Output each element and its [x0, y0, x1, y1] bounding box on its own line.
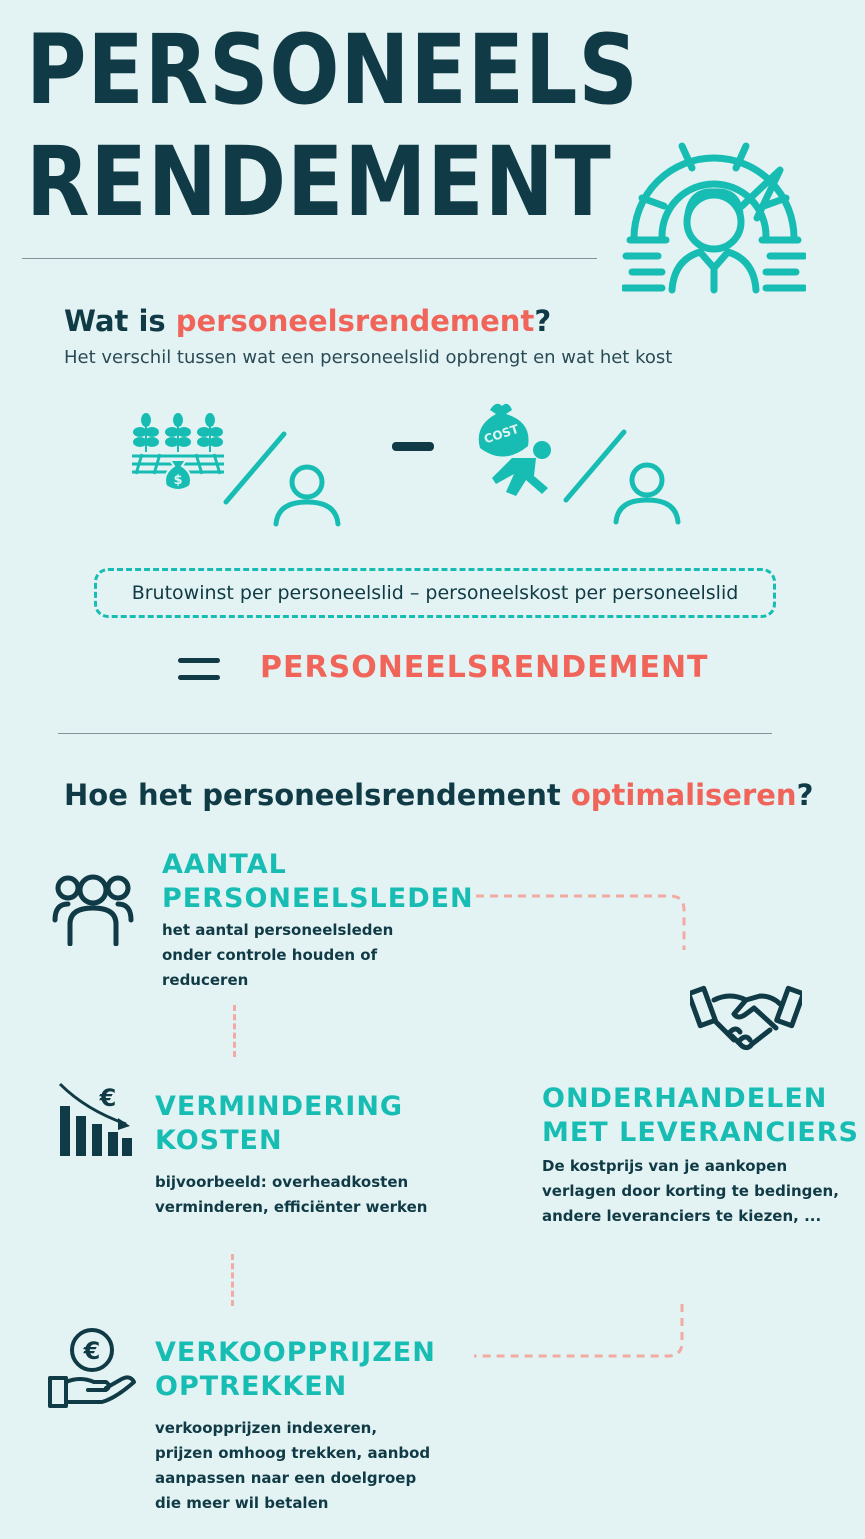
step-description-line: aanpassen naar een doelgroep	[155, 1469, 417, 1487]
connector-dashed	[472, 1302, 690, 1364]
step-description	[155, 1170, 427, 1220]
person-icon	[612, 460, 682, 526]
handshake-icon	[690, 982, 802, 1054]
connector-dashed	[474, 890, 692, 952]
page-title-line-1: PERSONEELS	[26, 14, 639, 126]
money-crops-icon	[130, 412, 226, 494]
step-description-line: verminderen, efficiënter werken	[155, 1198, 428, 1216]
step-title-line: MET LEVERANCIERS	[542, 1117, 859, 1148]
step-description-line: prijzen omhoog trekken, aanbod	[155, 1444, 431, 1462]
step-title-line: KOSTEN	[155, 1125, 283, 1156]
step-description	[155, 1416, 436, 1516]
connector-dashed	[233, 1005, 236, 1057]
cost-label: COST	[482, 421, 521, 447]
declining-euro-chart-icon	[56, 1080, 136, 1158]
step-description	[542, 1154, 859, 1229]
what-question-heading	[64, 304, 551, 338]
svg-text:€: €	[99, 1084, 117, 1112]
step-description-line: verlagen door korting te bedingen,	[542, 1182, 839, 1200]
step-onderhandelen-leveranciers	[542, 1082, 859, 1229]
euro-hand-icon	[46, 1328, 138, 1410]
step-title-line: VERMINDERING	[155, 1091, 404, 1122]
svg-text:€: €	[83, 1337, 101, 1365]
step-vermindering-kosten	[155, 1090, 427, 1220]
how-question-suffix: ?	[796, 778, 814, 812]
step-description-line: De kostprijs van je aankopen	[542, 1157, 788, 1175]
what-question-suffix: ?	[534, 304, 552, 338]
step-title-line: VERKOOPPRIJZEN	[155, 1337, 436, 1368]
divider-top	[22, 258, 597, 259]
result-label: PERSONEELSRENDEMENT	[260, 650, 709, 685]
divider-middle	[58, 733, 772, 734]
step-description-line: onder controle houden of	[162, 946, 378, 964]
formula-box	[94, 568, 776, 618]
page-title-line-2: RENDEMENT	[26, 126, 612, 238]
step-description-line: het aantal personeelsleden	[162, 921, 394, 939]
equals-sign	[178, 658, 220, 692]
step-description-line: reduceren	[162, 971, 249, 989]
formula-text: Brutowinst per personeelslid – personeelskost per personeelslid	[131, 582, 739, 604]
how-question-accent: optimaliseren	[570, 778, 797, 812]
minus-sign	[392, 442, 434, 451]
step-title-line: AANTAL	[162, 849, 287, 880]
step-description	[162, 918, 474, 993]
step-verkoopprijzen-optrekken	[155, 1336, 436, 1516]
employee-performance-gauge-icon	[622, 118, 806, 300]
step-description-line: verkoopprijzen indexeren,	[155, 1419, 378, 1437]
step-aantal-personeelsleden	[162, 848, 474, 993]
people-group-icon	[52, 870, 134, 946]
what-question-prefix: Wat is	[64, 304, 176, 338]
step-title-line: OPTREKKEN	[155, 1371, 348, 1402]
step-description-line: bijvoorbeeld: overheadkosten	[155, 1173, 409, 1191]
person-icon	[272, 462, 342, 528]
step-title-line: ONDERHANDELEN	[542, 1083, 828, 1114]
how-question-prefix: Hoe het personeelsrendement	[64, 778, 571, 812]
definition-text: Het verschil tussen wat een personeelslid opbrengt en wat het kost	[64, 347, 673, 368]
step-title-line: PERSONEELSLEDEN	[162, 883, 474, 914]
what-question-accent: personeelsrendement	[175, 304, 535, 338]
svg-text:$: $	[173, 473, 183, 488]
person-carrying-cost-bag-icon	[470, 396, 560, 500]
connector-dashed	[231, 1254, 234, 1306]
step-description-line: andere leveranciers te kiezen, ...	[542, 1207, 822, 1225]
how-question-heading	[64, 778, 813, 812]
step-description-line: die meer wil betalen	[155, 1494, 329, 1512]
